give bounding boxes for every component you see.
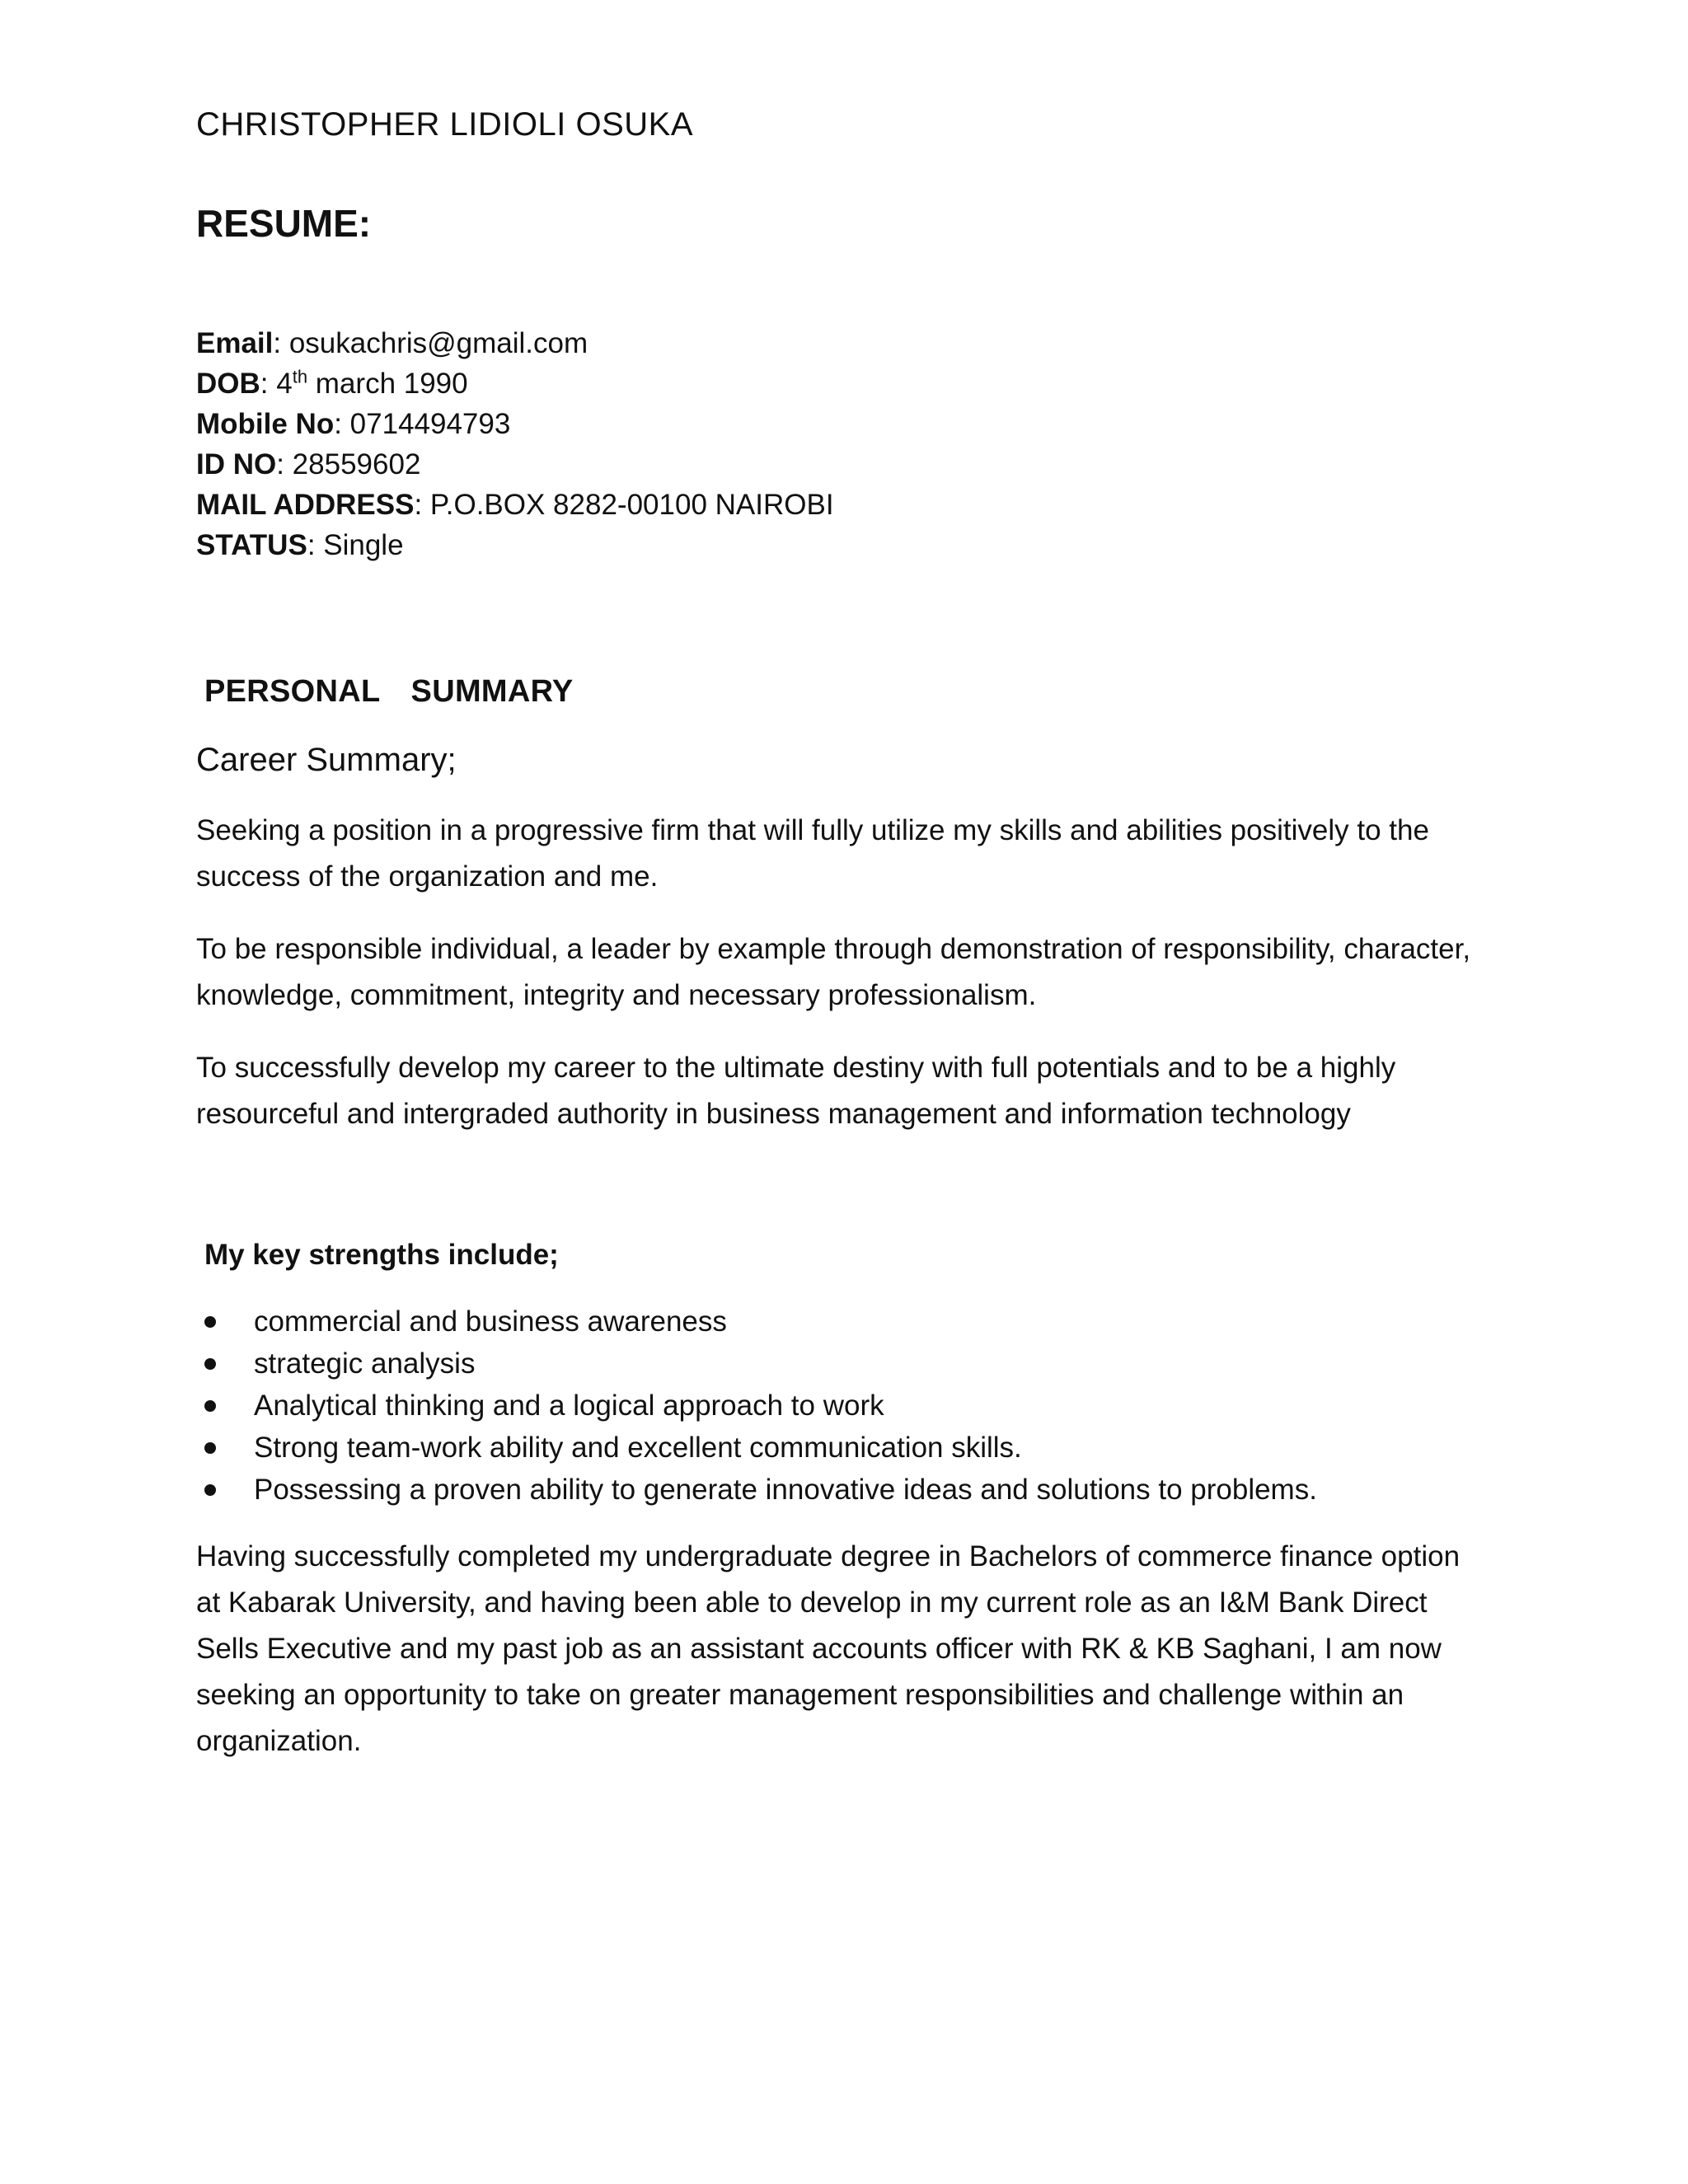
mail-address-value: : P.O.BOX 8282-00100 NAIROBI <box>414 489 834 521</box>
mail-address-row <box>196 485 1482 525</box>
list-item-text: Analytical thinking and a logical approach to work <box>254 1390 884 1422</box>
mobile-value: : 0714494793 <box>334 408 511 440</box>
candidate-name: CHRISTOPHER LIDIOLI OSUKA <box>196 106 694 143</box>
mail-address-label: MAIL ADDRESS <box>196 489 415 521</box>
bullet-icon <box>204 1316 216 1328</box>
dob-day: : 4 <box>260 368 293 400</box>
id-row <box>196 444 1482 485</box>
bullet-icon <box>204 1484 216 1496</box>
summary-paragraph: To successfully develop my career to the ultimate destiny with full potentials and to be a highly resourceful and intergraded authority in business management and information technology <box>196 1052 1396 1130</box>
summary-paragraph: Seeking a position in a progressive firm that will fully utilize my skills and abilities positively to the success of the organization and me. <box>196 814 1429 893</box>
bullet-icon <box>204 1400 216 1412</box>
dob-month-year: march 1990 <box>307 368 468 400</box>
summary-paragraph: To be responsible individual, a leader by example through demonstration of responsibility, character, knowledge, commitment, integrity and necessary professionalism. <box>196 933 1471 1011</box>
list-item <box>196 1301 1482 1343</box>
list-item <box>196 1469 1482 1511</box>
email-row <box>196 323 1482 363</box>
mobile-label: Mobile No <box>196 408 335 440</box>
email-value: : osukachris@gmail.com <box>273 327 588 359</box>
status-label: STATUS <box>196 529 307 561</box>
key-strengths-list <box>196 1301 1482 1511</box>
id-value: : 28559602 <box>276 448 421 480</box>
status-row <box>196 525 1482 565</box>
career-summary-heading: Career Summary; <box>196 742 457 778</box>
status-value: : Single <box>307 529 404 561</box>
bullet-icon <box>204 1358 216 1370</box>
list-item <box>196 1427 1482 1469</box>
list-item-text: strategic analysis <box>254 1347 476 1380</box>
dob-label: DOB <box>196 368 260 400</box>
resume-title: RESUME: <box>196 202 372 245</box>
list-item-text: commercial and business awareness <box>254 1305 727 1338</box>
email-label: Email <box>196 327 274 359</box>
list-item-text: Possessing a proven ability to generate innovative ideas and solutions to problems. <box>254 1474 1317 1506</box>
list-item <box>196 1385 1482 1427</box>
dob-row <box>196 363 1482 404</box>
bullet-icon <box>204 1442 216 1454</box>
list-item-text: Strong team-work ability and excellent communication skills. <box>254 1432 1022 1464</box>
personal-summary-heading: PERSONAL SUMMARY <box>204 674 574 709</box>
resume-content <box>196 97 1482 1765</box>
mobile-row <box>196 404 1482 444</box>
closing-paragraph: Having successfully completed my undergraduate degree in Bachelors of commerce finance option at Kabarak University, and having been able to develop in my current role as an I&M Bank Direct Sells Executive and my past job as an assistant accounts officer with RK & KB Saghani, I am now seeking an opportunity to take on greater management responsibilities and challenge within an organization. <box>196 1540 1461 1757</box>
list-item <box>196 1343 1482 1385</box>
contact-details <box>196 323 1482 565</box>
key-strengths-heading: My key strengths include; <box>204 1239 559 1271</box>
dob-ordinal: th <box>292 366 308 387</box>
id-label: ID NO <box>196 448 277 480</box>
